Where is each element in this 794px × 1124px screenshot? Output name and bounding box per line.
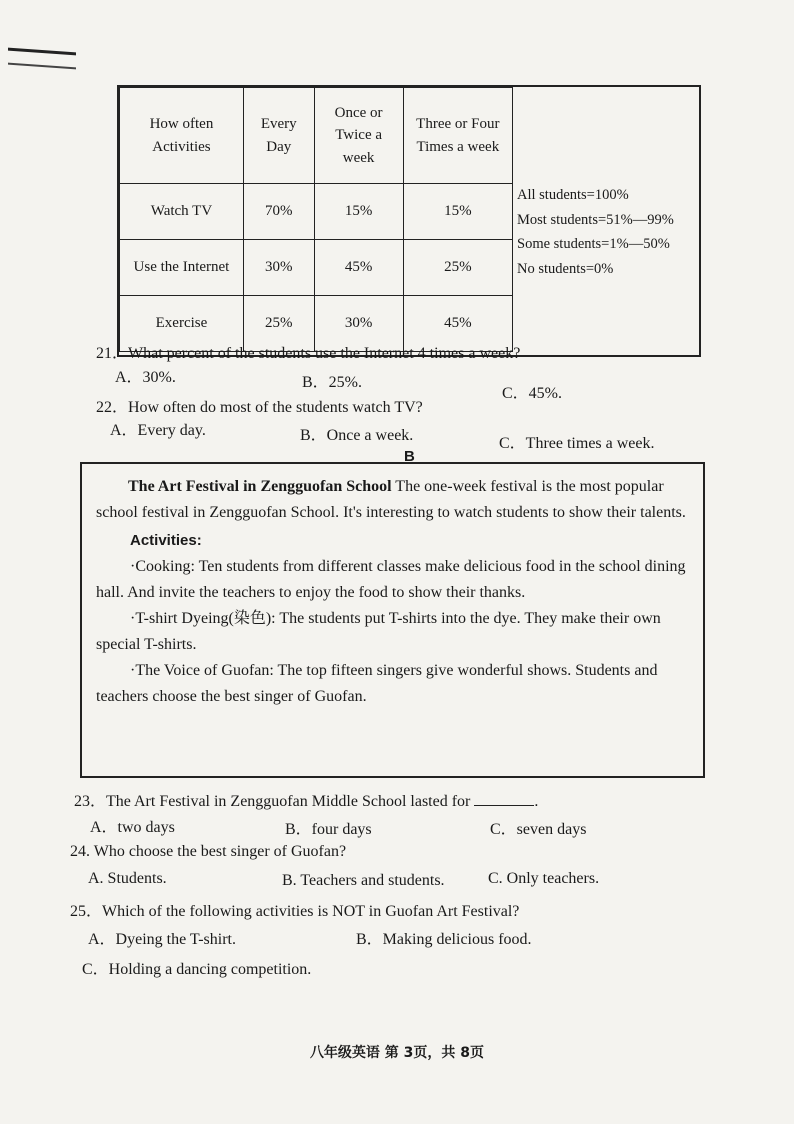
q22-option-a[interactable]: A．Every day. [110, 422, 206, 439]
table-legend [517, 183, 699, 281]
q24-option-c[interactable]: C. Only teachers. [488, 870, 600, 887]
survey-table-box [117, 85, 701, 357]
header-once-twice: Once or Twice a week [314, 88, 403, 184]
value-cell: 45% [314, 240, 403, 296]
legend-item: All students=100% [517, 187, 629, 203]
question-22: 22．How often do most of the students watch TV? [96, 399, 423, 416]
table-row [120, 240, 513, 296]
header-every-day: Every Day [243, 88, 314, 184]
value-cell: 15% [403, 184, 512, 240]
q21-option-a[interactable]: A．30%. [115, 369, 176, 386]
q22-option-b[interactable]: B．Once a week. [300, 427, 414, 444]
q25-option-a[interactable]: A．Dyeing the T-shirt. [88, 931, 236, 948]
value-cell: 70% [243, 184, 314, 240]
scan-mark [8, 48, 76, 70]
question-23-text: 23．The Art Festival in Zengguofan Middle School lasted for [74, 793, 471, 810]
passage-intro-text: The one-week festival is the most popular school festival in Zengguofan School. It's interesting to watch students to show their talents. [96, 478, 686, 521]
answer-blank[interactable] [474, 791, 534, 806]
activities-label: Activities: [130, 532, 202, 549]
passage-title: The Art Festival in Zengguofan School [128, 478, 392, 495]
header-three-four: Three or Four Times a week [403, 88, 512, 184]
value-cell: 30% [243, 240, 314, 296]
value-cell: 25% [403, 240, 512, 296]
activity-cell: Watch TV [120, 184, 244, 240]
q25-option-c[interactable]: C．Holding a dancing competition. [82, 961, 312, 978]
header-activities: How often Activities [120, 88, 244, 184]
q24-option-a[interactable]: A. Students. [88, 870, 167, 887]
q23-option-b[interactable]: B．four days [285, 821, 372, 838]
question-23-end: . [534, 793, 539, 810]
activity-dyeing: ·T-shirt Dyeing(染色): The students put T-shirts into the dye. They make their own special T-shirts. [96, 610, 661, 653]
question-24: 24. Who choose the best singer of Guofan? [70, 843, 347, 860]
q24-option-b[interactable]: B. Teachers and students. [282, 872, 445, 889]
art-festival-passage [80, 462, 705, 778]
survey-table [119, 87, 513, 352]
q25-option-b[interactable]: B．Making delicious food. [356, 931, 532, 948]
value-cell: 25% [243, 296, 314, 352]
activity-cell: Use the Internet [120, 240, 244, 296]
table-header-row [120, 88, 513, 184]
value-cell: 30% [314, 296, 403, 352]
activity-cooking: ·Cooking: Ten students from different classes make delicious food in the school dining hall. And invite the teachers to enjoy the food to show their thanks. [96, 558, 686, 601]
activity-voice: ·The Voice of Guofan: The top fifteen singers give wonderful shows. Students and teachers choose the best singer of Guofan. [96, 662, 658, 705]
passage-intro [96, 474, 695, 526]
legend-item: No students=0% [517, 260, 614, 277]
q22-option-c[interactable]: C．Three times a week. [499, 435, 655, 452]
question-21: 21．What percent of the students use the Internet 4 times a week? [96, 345, 521, 362]
question-23 [74, 788, 538, 811]
q21-option-b[interactable]: B．25%. [302, 374, 363, 391]
page-footer: 八年级英语 第 3页，共 8页 [309, 1045, 485, 1061]
legend-item: Some students=1%—50% [517, 236, 670, 252]
q23-option-c[interactable]: C．seven days [490, 821, 587, 838]
value-cell: 15% [314, 184, 403, 240]
legend-item: Most students=51%—99% [517, 211, 674, 228]
section-b-title: B [404, 448, 415, 465]
q21-option-c[interactable]: C．45%. [502, 385, 563, 402]
table-row [120, 184, 513, 240]
q23-option-a[interactable]: A．two days [90, 819, 175, 836]
question-25: 25．Which of the following activities is NOT in Guofan Art Festival? [70, 903, 520, 920]
activity-cell: Exercise [120, 296, 244, 352]
value-cell: 45% [403, 296, 512, 352]
